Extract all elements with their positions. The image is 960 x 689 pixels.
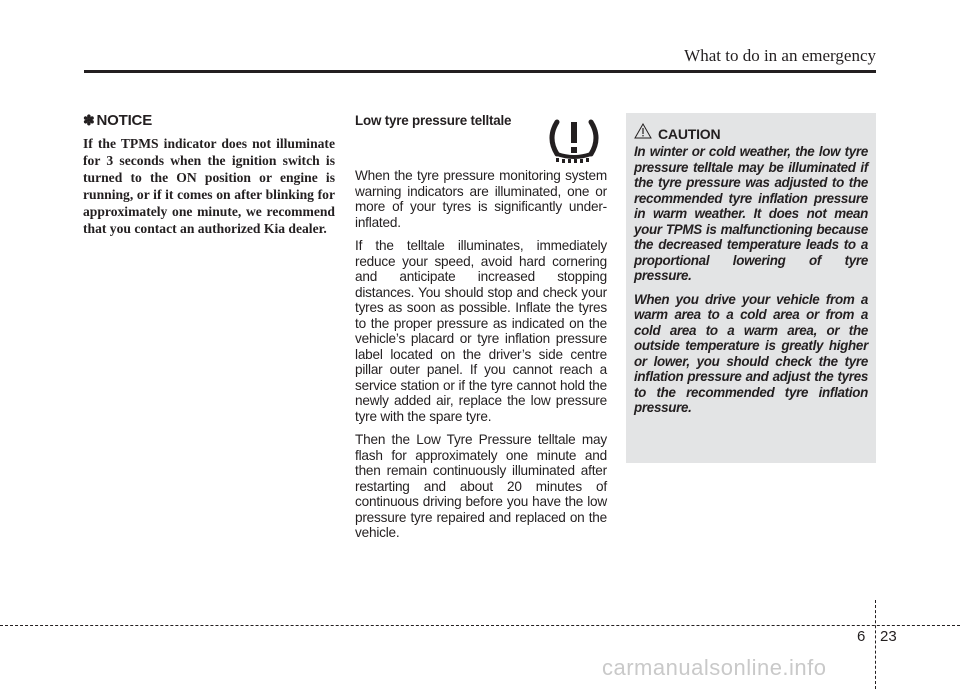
notice-heading (83, 112, 335, 129)
telltale-heading: Low tyre pressure telltale (355, 113, 512, 128)
caution-box (626, 113, 876, 463)
page-number: 23 (880, 628, 897, 645)
telltale-body (355, 168, 607, 541)
caution-paragraph: When you drive your vehicle from a warm area to a cold area or from a cold area to a warm area, or the outside temperature is greatly higher or lower, you should check the tyre inflation pressure and adjust the tyres to the recommended tyre inflation pressure. (634, 291, 868, 415)
watermark: carmanualsonline.info (602, 655, 827, 680)
notice-column (83, 112, 335, 237)
caution-paragraph: In winter or cold weather, the low tyre pressure telltale may be illuminated if the tyre pressure was adjusted to the recommended tyre inflation pressure in warm weather. It does not mean your TPMS is malfunctioning because the decreased temperature leads to a proportional lowering of tyre pressure. (634, 144, 868, 283)
notice-star-icon: ✽ (83, 112, 95, 128)
low-tyre-pressure-icon (541, 114, 607, 164)
footer-rule (0, 625, 960, 626)
notice-body: If the TPMS indicator does not illuminate for 3 seconds when the ignition switch is turned to the ON position or engine is running, or if it comes on after blinking for approximately one minute, we recommend that you contact an authorized Kia dealer. (83, 136, 335, 236)
chapter-number: 6 (857, 628, 866, 645)
warning-triangle-icon (634, 123, 652, 144)
caution-text (634, 144, 868, 424)
caution-title: CAUTION (658, 125, 721, 142)
telltale-paragraph: When the tyre pressure monitoring system warning indicators are illuminated, one or more of your tyres is significantly under-inflated. (355, 168, 607, 230)
telltale-paragraph: If the telltale illuminates, immediately reduce your speed, avoid hard cornering and anticipate increased stopping distances. You should stop and check your tyres as soon as possible. Inflate the tyres to the proper pressure as indicated on the vehicle’s placard or tyre inflation pressure label located on the driver’s side centre pillar outer panel. If you cannot reach a service station or if the tyre cannot hold the newly added air, replace the low pressure tyre with the spare tyre. (355, 238, 607, 424)
telltale-paragraph: Then the Low Tyre Pressure telltale may flash for approximately one minute and then remain continuously illuminated after restarting and about 20 minutes of continuous driving before you have the low pressure tyre repaired and replaced on the vehicle. (355, 432, 607, 540)
telltale-column (355, 110, 607, 549)
header-rule (84, 70, 876, 73)
notice-title: NOTICE (96, 112, 152, 129)
caution-header (634, 123, 720, 144)
section-title: What to do in an emergency (684, 46, 876, 65)
footer-divider (875, 600, 876, 689)
